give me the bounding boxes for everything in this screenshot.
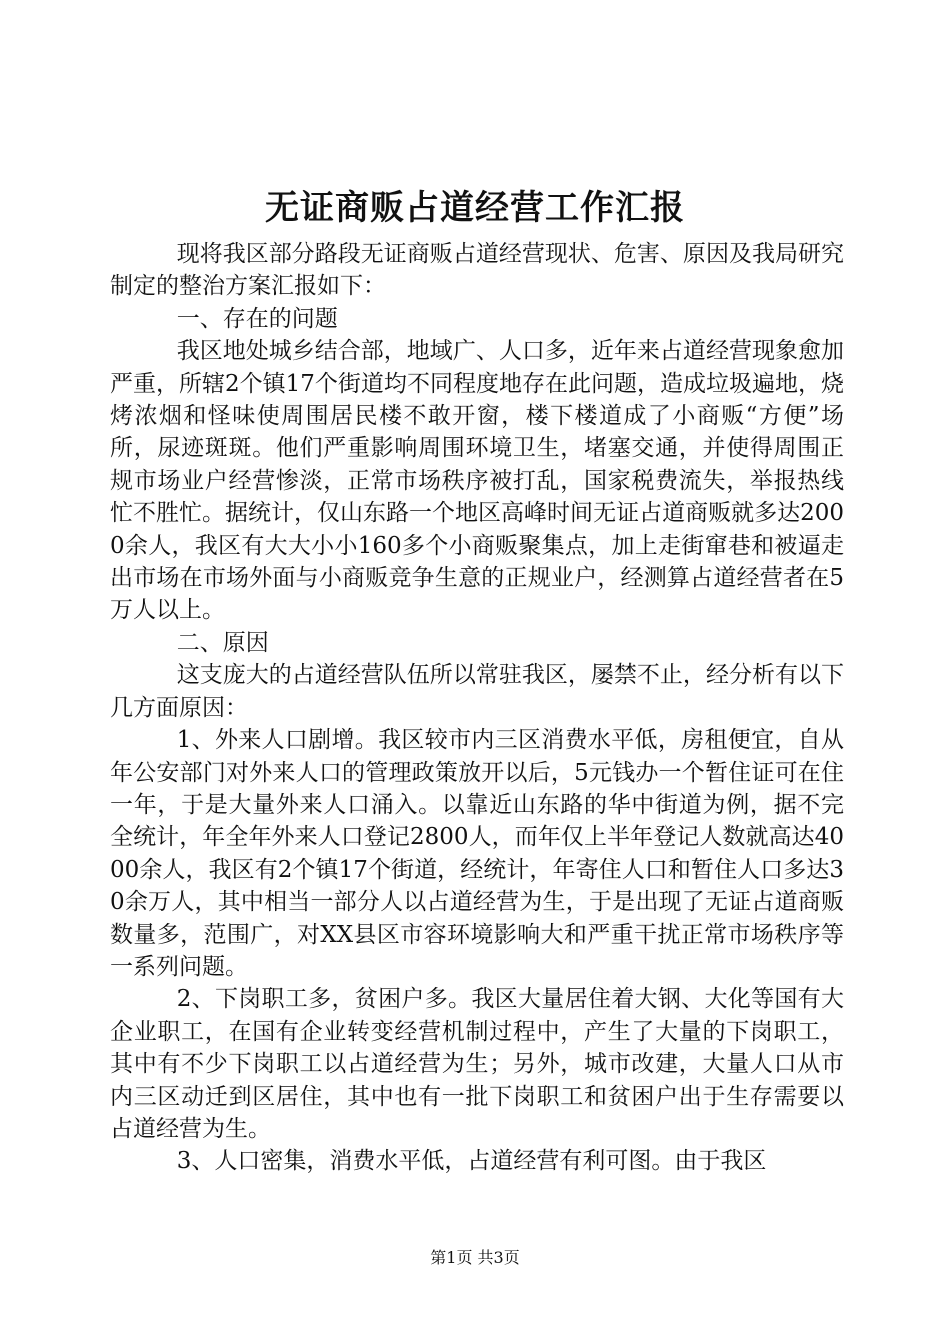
cause-2-paragraph: 2、下岗职工多，贫困户多。我区大量居住着大钢、大化等国有大企业职工，在国有企业转变经营机制过程中，产生了大量的下岗职工，其中有不少下岗职工以占道经营为生；另外，城市改建，大量人口从市内三区动迁到区居住，其中也有一批下岗职工和贫困户出于生存需要以占道经营为生。	[110, 986, 844, 1142]
section-heading-problems: 一、存在的问题	[176, 305, 338, 332]
causes-intro-paragraph: 这支庞大的占道经营队伍所以常驻我区，屡禁不止，经分析有以下几方面原因：	[110, 662, 844, 721]
problems-paragraph: 我区地处城乡结合部，地域广、人口多，近年来占道经营现象愈加严重，所辖2个镇17个街道均不同程度地存在此问题，造成垃圾遍地，烧烤浓烟和怪味使周围居民楼不敢开窗，楼下楼道成了小商贩“方便”场所，尿迹斑斑。他们严重影响周围环境卫生，堵塞交通，并使得周围正规市场业户经营惨淡，正常市场秩序被打乱，国家税费流失，举报热线忙不胜忙。据统计，仅山东路一个地区高峰时间无证占道商贩就多达2000余人，我区有大大小小160多个小商贩聚集点，加上走街窜巷和被逼走出市场在市场外面与小商贩竞争生意的正规业户，经测算占道经营者在5万人以上。	[110, 338, 844, 624]
intro-paragraph: 现将我区部分路段无证商贩占道经营现状、危害、原因及我局研究制定的整治方案汇报如下：	[110, 241, 844, 300]
section-heading-causes: 二、原因	[176, 629, 269, 656]
page-number-footer: 第1页 共3页	[430, 1248, 520, 1267]
cause-1-paragraph: 1、外来人口剧增。我区较市内三区消费水平低，房租便宜，自从年公安部门对外来人口的管理政策放开以后，5元钱办一个暂住证可在住一年，于是大量外来人口涌入。以靠近山东路的华中街道为例，据不完全统计，年全年外来人口登记2800人，而年仅上半年登记人数就高达4000余人，我区有2个镇17个街道，经统计，年寄住人口和暂住人口多达30余万人，其中相当一部分人以占道经营为生，于是出现了无证占道商贩数量多，范围广，对XX县区市容环境影响大和严重干扰正常市场秩序等一系列问题。	[110, 727, 844, 980]
document-body	[110, 238, 844, 1178]
document-title: 无证商贩占道经营工作汇报	[265, 188, 685, 228]
cause-3-paragraph: 3、人口密集，消费水平低，占道经营有利可图。由于我区	[176, 1148, 767, 1175]
